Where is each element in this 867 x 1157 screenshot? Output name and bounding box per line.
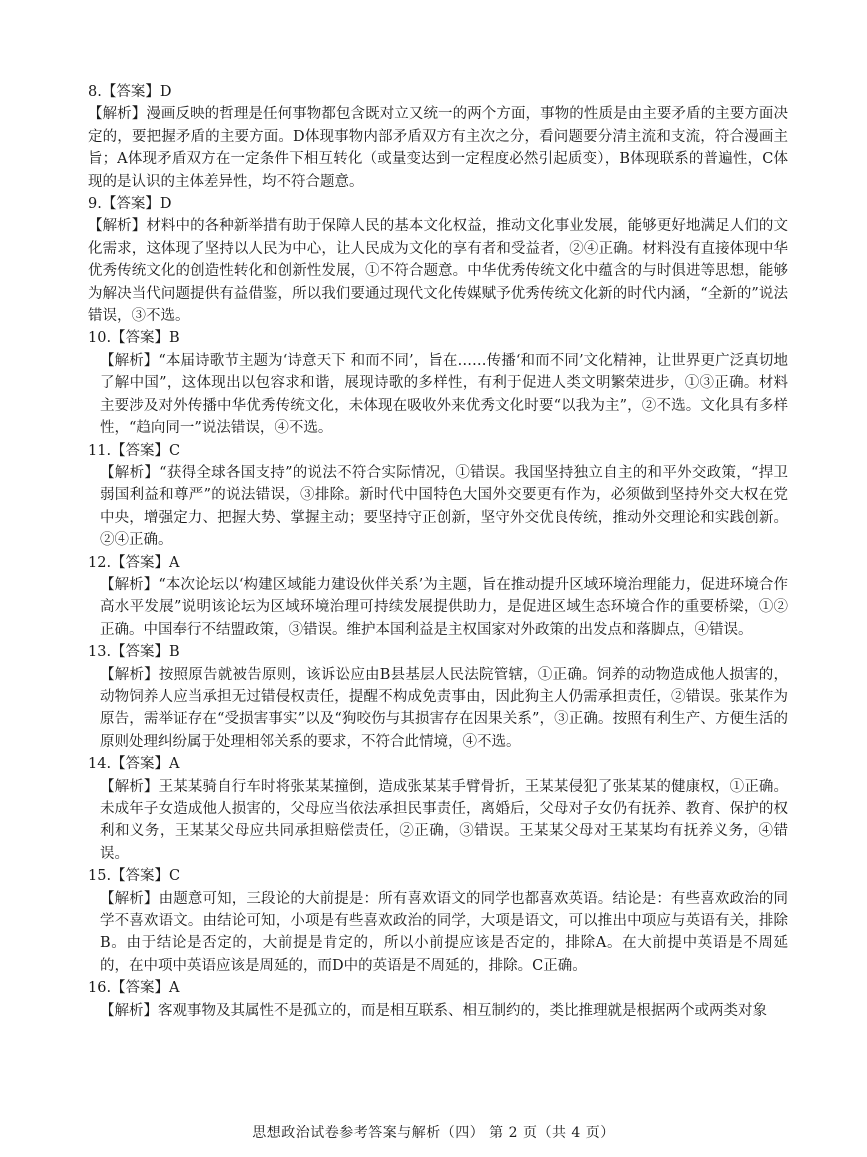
analysis-text: 【解析】王某某骑自行车时将张某某撞倒，造成张某某手臂骨折，王某某侵犯了张某某的健康权，①正确。未成年子女造成他人损害的，父母应当依法承担民事责任，离婚后，父母对子女仍有抚养、教育、保护的权利和义务，王某某父母应共同承担赔偿责任，②正确，③错误。王某某父母对王某某均有抚养义务，④错误。: [100, 778, 788, 862]
answer-line: 10.【答案】B: [88, 330, 180, 347]
answer-item-13: [88, 641, 788, 753]
answer-line: 9.【答案】D: [88, 196, 172, 213]
answer-line: 11.【答案】C: [88, 442, 181, 459]
analysis-text: 【解析】“本届诗歌节主题为‘诗意天下 和而不同’，旨在……传播‘和而不同’文化精神，让世界更广泛真切地了解中国”，这体现出以包容求和谐，展现诗歌的多样性，有利于促进人类文明繁荣进步，①③正确。材料主要涉及对外传播中华优秀传统文化，未体现在吸收外来优秀文化时要“以我为主”，②不选。文化具有多样性，“趋向同一”说法错误，④不选。: [100, 352, 788, 437]
answer-item-9: [88, 193, 788, 327]
answer-list: [88, 81, 788, 1022]
analysis-text: 【解析】按照原告就被告原则，该诉讼应由B县基层人民法院管辖，①正确。饲养的动物造成他人损害的，动物饲养人应当承担无过错侵权责任，提醒不构成免责事由，因此狗主人仍需承担责任，②错误。张某作为原告，需举证存在“受损害事实”以及“狗咬伤与其损害存在因果关系”，③正确。按照有利生产、方便生活的原则处理纠纷属于处理相邻关系的要求，不符合此情境，④不选。: [100, 666, 788, 750]
answer-line: 16.【答案】A: [88, 980, 180, 997]
answer-item-16: [88, 977, 788, 1022]
answer-item-14: [88, 753, 788, 865]
answer-item-11: [88, 440, 788, 552]
analysis-text: 【解析】漫画反映的哲理是任何事物都包含既对立又统一的两个方面，事物的性质是由主要矛盾的主要方面决定的，要把握矛盾的主要方面。D体现事物内部矛盾双方有主次之分，看问题要分清主流和支流，符合漫画主旨；A体现矛盾双方在一定条件下相互转化（或量变达到一定程度必然引起质变），B体现联系的普遍性，C体现的是认识的主体差异性，均不符合题意。: [88, 106, 788, 190]
answer-item-15: [88, 865, 788, 977]
answer-line: 15.【答案】C: [88, 868, 181, 885]
analysis-text: 【解析】由题意可知，三段论的大前提是：所有喜欢语文的同学也都喜欢英语。结论是：有些喜欢政治的同学不喜欢语文。由结论可知，小项是有些喜欢政治的同学，大项是语文，可以推出中项应与英语有关，排除B。由于结论是否定的，大前提是肯定的，所以小前提应该是否定的，排除A。在大前提中英语是不周延的，在中项中英语应该是周延的，而D中的英语是不周延的，排除。C正确。: [100, 890, 788, 974]
answer-line: 14.【答案】A: [88, 756, 180, 773]
answer-item-12: [88, 552, 788, 642]
answer-line: 8.【答案】D: [88, 84, 172, 100]
analysis-text: 【解析】“获得全球各国支持”的说法不符合实际情况，①错误。我国坚持独立自主的和平外交政策，“捍卫弱国利益和尊严”的说法错误，③排除。新时代中国特色大国外交要更有作为，必须做到坚持外交大权在党中央，增强定力、把握大势、掌握主动；要坚持守正创新，坚守外交优良传统，推动外交理论和实践创新。②④正确。: [100, 464, 788, 549]
analysis-text: 【解析】客观事物及其属性不是孤立的，而是相互联系、相互制约的，类比推理就是根据两个或两类对象: [100, 1002, 767, 1019]
answer-line: 12.【答案】A: [88, 554, 180, 571]
answer-line: 13.【答案】B: [88, 644, 180, 661]
analysis-text: 【解析】材料中的各种新举措有助于保障人民的基本文化权益，推动文化事业发展，能够更好地满足人们的文化需求，这体现了坚持以人民为中心，让人民成为文化的享有者和受益者，②④正确。材料没有直接体现中华优秀传统文化的创造性转化和创新性发展，①不符合题意。中华优秀传统文化中蕴含的与时俱进等思想，能够为解决当代问题提供有益借鉴，所以我们要通过现代文化传媒赋予优秀传统文化新的时代内涵，“全新的”说法错误，③不选。: [88, 218, 788, 325]
analysis-text: 【解析】“本次论坛以‘构建区域能力建设伙伴关系’为主题，旨在推动提升区域环境治理能力，促进环境合作高水平发展”说明该论坛为区域环境治理可持续发展提供助力，是促进区域生态环境合作的重要桥梁，①②正确。中国奉行不结盟政策，③错误。维护本国利益是主权国家对外政策的出发点和落脚点，④错误。: [100, 576, 788, 638]
answer-item-10: [88, 327, 788, 439]
page-footer: 思想政治试卷参考答案与解析（四） 第 2 页（共 4 页）: [252, 1125, 615, 1141]
answer-item-8: [88, 81, 788, 193]
